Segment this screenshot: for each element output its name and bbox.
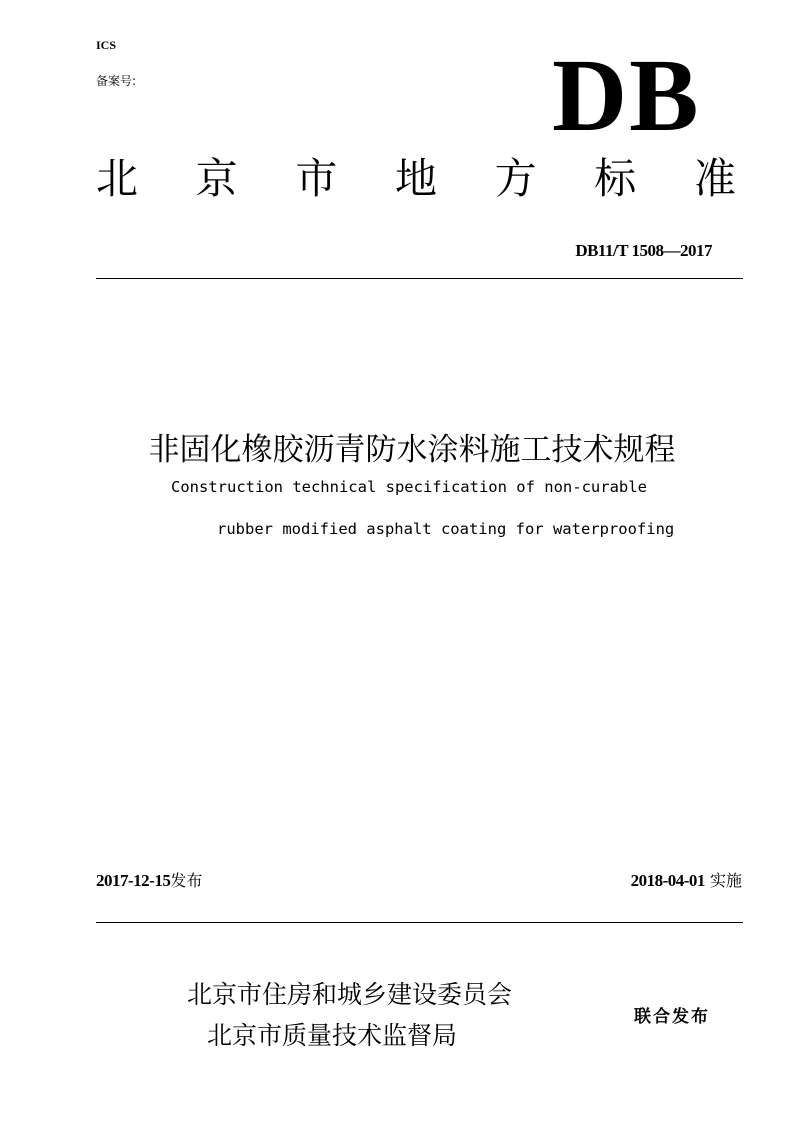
heading-char: 京: [195, 154, 238, 203]
implement-info: [631, 868, 742, 891]
document-title-chinese: 非固化橡胶沥青防水涂料施工技术规程: [148, 432, 676, 468]
publish-info: [96, 868, 202, 891]
joint-publish-label: 联合发布: [634, 1007, 710, 1027]
ics-label: ICS: [96, 38, 117, 52]
bottom-divider: [96, 922, 743, 923]
issuer-quality-bureau: 北京市质量技术监督局: [207, 1021, 458, 1050]
heading-char: 准: [693, 154, 736, 203]
publish-label: 发布: [170, 871, 203, 890]
document-title-english-line-2: rubber modified asphalt coating for waterproofing: [217, 520, 675, 538]
db-logo: DB: [552, 38, 701, 153]
heading-char: 方: [494, 154, 537, 203]
standard-number: DB11/T 1508—2017: [575, 241, 712, 260]
document-title-english-line-1: Construction technical specification of non-curable: [171, 478, 647, 496]
implement-label: 实施: [709, 871, 742, 890]
top-divider: [96, 278, 743, 279]
heading-char: 北: [96, 154, 139, 203]
heading-char: 标: [594, 154, 637, 203]
beian-label: 备案号:: [96, 74, 137, 88]
standard-type-heading: [96, 152, 736, 206]
heading-char: 地: [394, 154, 437, 203]
publish-date: 2017-12-15: [96, 871, 171, 890]
heading-char: 市: [295, 154, 338, 203]
issuer-housing-commission: 北京市住房和城乡建设委员会: [187, 980, 513, 1009]
implement-date: 2018-04-01: [630, 871, 705, 890]
